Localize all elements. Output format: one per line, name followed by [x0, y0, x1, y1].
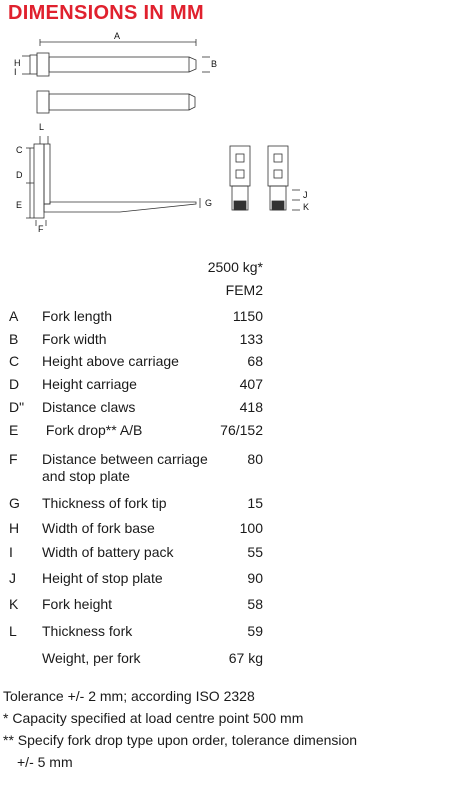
row-label: Height above carriage [42, 353, 179, 369]
fork-front-view-1 [230, 146, 250, 210]
label-A: A [114, 31, 121, 41]
row-label: Distance claws [42, 399, 136, 415]
row-value: 133 [239, 331, 263, 347]
fork-technical-drawing [0, 26, 330, 236]
label-C: C [16, 145, 23, 155]
row-value: 90 [247, 570, 263, 586]
row-value: 1150 [232, 308, 263, 324]
row-value: 80 [247, 451, 263, 467]
fork-drop-footnote-cont: +/- 5 mm [17, 754, 73, 770]
capacity-footnote: * Capacity specified at load centre point 500 mm [3, 710, 304, 726]
row-key: D" [9, 399, 25, 415]
row-label: Fork height [42, 596, 113, 612]
row-value: 76/152 [220, 422, 263, 438]
row-key: C [9, 353, 20, 369]
row-label: Fork width [42, 331, 107, 347]
row-label: Fork length [42, 308, 113, 324]
row-key: D [9, 376, 20, 392]
label-H: H [14, 58, 21, 68]
row-label: Fork drop** A/B [42, 422, 143, 438]
footnotes [3, 685, 443, 773]
row-value: 100 [239, 520, 263, 536]
row-value: 407 [239, 376, 263, 392]
row-key: L [9, 623, 17, 639]
row-value: 58 [247, 596, 263, 612]
label-D: D [16, 170, 23, 180]
row-key: I [9, 544, 13, 560]
fork-front-view-2 [268, 146, 300, 210]
row-key: B [9, 331, 19, 347]
row-key: F [9, 451, 18, 467]
row-value: 15 [247, 495, 263, 511]
fork-side-view [26, 136, 200, 226]
row-key: J [9, 570, 16, 586]
fork-drop-footnote: ** Specify fork drop type upon order, tolerance dimension [3, 732, 358, 748]
fork-top-view [22, 39, 210, 76]
label-I: I [14, 67, 17, 77]
row-value: 59 [247, 623, 263, 639]
label-E: E [16, 200, 23, 210]
row-label: Height carriage [42, 376, 137, 392]
row-key: E [9, 422, 19, 438]
label-F: F [38, 224, 44, 234]
row-value: 68 [247, 353, 263, 369]
tolerance-note: Tolerance +/- 2 mm; according ISO 2328 [3, 688, 255, 704]
row-key: G [9, 495, 20, 511]
row-key: H [9, 520, 20, 536]
capacity-header: 2500 kg* [207, 259, 263, 275]
page-title: DIMENSIONS IN MM [8, 2, 204, 24]
label-B: B [211, 59, 218, 69]
row-value: 418 [239, 399, 263, 415]
row-label: Thickness fork [42, 623, 133, 639]
row-label: Thickness of fork tip [42, 495, 167, 511]
row-label: Weight, per fork [42, 650, 141, 666]
row-label: Width of fork base [42, 520, 155, 536]
row-key: K [9, 596, 19, 612]
row-label: Distance between carriage and stop plate [42, 451, 208, 484]
label-J: J [303, 190, 308, 200]
fork-top-view-alt [37, 91, 195, 113]
model-header: FEM2 [225, 282, 263, 298]
row-label: Width of battery pack [42, 544, 174, 560]
label-G: G [205, 198, 213, 208]
label-K: K [303, 202, 310, 212]
row-value: 67 kg [228, 650, 263, 666]
row-value: 55 [247, 544, 263, 560]
row-key: A [9, 308, 19, 324]
label-L: L [39, 122, 45, 132]
row-label: Height of stop plate [42, 570, 163, 586]
